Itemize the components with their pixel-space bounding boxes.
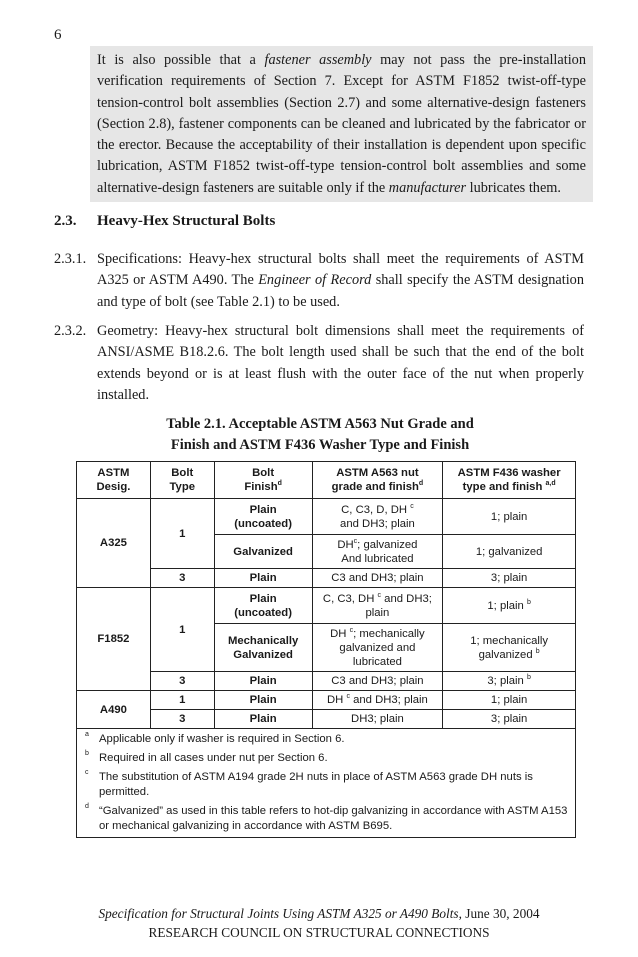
cell-desig: F1852	[77, 588, 151, 691]
cell-type: 3	[150, 710, 214, 729]
section-number: 2.3.	[54, 213, 77, 229]
cell-finish: Plain (uncoated)	[214, 588, 312, 624]
cell-type: 1	[150, 588, 214, 672]
header-bolt-type: Bolt Type	[150, 462, 214, 499]
emphasized-term: manufacturer	[388, 179, 467, 196]
clause-number: 2.3.1.	[54, 251, 87, 267]
footer-organization: RESEARCH COUNCIL ON STRUCTURAL CONNECTIONS	[148, 925, 490, 940]
clause-number: 2.3.2.	[54, 323, 87, 339]
table-row	[77, 499, 576, 535]
cell-finish: Mechanically Galvanized	[214, 624, 312, 672]
text-run: Specifications: Heavy-hex structural bolts shall meet the requirements of ASTM A325 or ASTM A490. The	[97, 251, 584, 289]
clause-2-3-1	[54, 249, 584, 313]
cell-washer: 1; mechanically galvanized $^b$	[443, 624, 576, 672]
emphasized-term: Engineer of Record	[258, 272, 372, 289]
cell-finish: Plain	[214, 710, 312, 729]
cell-nut: C3 and DH3; plain	[312, 569, 443, 588]
cell-nut: DH $^c$ and DH3; plain	[312, 691, 443, 710]
commentary-box	[90, 46, 593, 202]
cell-type: 1	[150, 691, 214, 710]
cell-desig: A325	[77, 499, 151, 588]
cell-nut: C3 and DH3; plain	[312, 672, 443, 691]
header-nut-grade: ASTM A563 nut grade and finish$^d$	[312, 462, 443, 499]
commentary-text	[97, 52, 586, 196]
table-header-row	[77, 462, 576, 499]
cell-finish: Plain	[214, 691, 312, 710]
cell-finish: Galvanized	[214, 535, 312, 569]
cell-washer: 1; plain	[443, 691, 576, 710]
footnote-a: a Applicable only if washer is required in Section 6.	[85, 731, 345, 745]
header-astm-desig: ASTM Desig.	[77, 462, 151, 499]
emphasized-term: fastener assembly	[264, 52, 372, 68]
page-number: 6	[54, 27, 62, 43]
footer-date: , June 30, 2004	[458, 906, 540, 921]
cell-type: 1	[150, 499, 214, 569]
text-run: may not pass the pre-installation verification requirements of Section 7. Except for ASTM F1852 twist-off-type tension-control bolt assemblies (Section 2.7) and some alternative-design fasteners (Section 2.8), fastener components can be cleaned and lubricated by the fabricator or the erector. Because the acceptability of their installation is dependent upon specific lubrication, ASTM F1852 twist-off-type tension-control bolt assemblies and some alternative-design fasteners are suitable only if the	[97, 52, 586, 196]
cell-type: 3	[150, 672, 214, 691]
text-run: lubricates them.	[466, 179, 561, 196]
table-row	[77, 672, 576, 691]
table-caption-line: Table 2.1. Acceptable ASTM A563 Nut Grade and	[166, 416, 474, 432]
section-heading	[54, 213, 275, 230]
table-row	[77, 691, 576, 710]
clause-2-3-2	[54, 321, 584, 406]
cell-finish: Plain	[214, 569, 312, 588]
footnote-b: b Required in all cases under nut per Section 6.	[85, 750, 328, 764]
cell-washer: 3; plain	[443, 710, 576, 729]
table-row	[77, 569, 576, 588]
clause-text	[97, 321, 584, 406]
section-title: Heavy-Hex Structural Bolts	[97, 213, 276, 229]
table-caption	[100, 414, 540, 456]
footer-spec-title: Specification for Structural Joints Using ASTM A325 or A490 Bolts	[98, 906, 459, 921]
table-notes	[77, 729, 576, 838]
cell-finish: Plain	[214, 672, 312, 691]
cell-finish: Plain (uncoated)	[214, 499, 312, 535]
footnote-c: c The substitution of ASTM A194 grade 2H nuts in place of ASTM A563 grade DH nuts is permitted.	[85, 769, 533, 798]
footnote-d: d “Galvanized” as used in this table refers to hot-dip galvanizing in accordance with ASTM A153 or mechanical galvanizing in accordance with ASTM B695.	[85, 803, 568, 832]
cell-type: 3	[150, 569, 214, 588]
cell-desig: A490	[77, 691, 151, 729]
text-run: It is also possible that a	[97, 52, 265, 68]
cell-nut: C, C3, DH $^c$ and DH3; plain	[312, 588, 443, 624]
table-caption-line: Finish and ASTM F436 Washer Type and Finish	[170, 437, 470, 453]
cell-nut: DH $^c$; mechanically galvanized and lubricated	[312, 624, 443, 672]
cell-washer: 1; galvanized	[443, 535, 576, 569]
cell-washer: 1; plain	[443, 499, 576, 535]
header-bolt-finish: Bolt Finish$^d$	[214, 462, 312, 499]
bolt-nut-washer-table	[76, 461, 576, 838]
footer-title-line	[0, 906, 638, 922]
clause-text	[97, 249, 584, 313]
cell-nut: $DH^c$; galvanized And lubricated	[312, 535, 443, 569]
text-run: Geometry: Heavy-hex structural bolt dimensions shall meet the requirements of ANSI/ASME B18.2.6. The bolt length used shall be such that the end of the bolt extends beyond or is at least flush with the outer face of the nut when properly installed.	[97, 323, 584, 403]
text-run: shall specify the ASTM designation and type of bolt (see Table 2.1) to be used.	[97, 272, 584, 310]
table-row	[77, 710, 576, 729]
table-row	[77, 588, 576, 624]
cell-washer: 1; plain $^b$	[443, 588, 576, 624]
cell-nut: C, C3, D, DH $^c$ and DH3; plain	[312, 499, 443, 535]
cell-washer: 3; plain	[443, 569, 576, 588]
table-notes-row	[77, 729, 576, 838]
header-washer-type: ASTM F436 washer type and finish $^{a,d}$	[443, 462, 576, 499]
cell-washer: 3; plain $^b$	[443, 672, 576, 691]
cell-nut: DH3; plain	[312, 710, 443, 729]
